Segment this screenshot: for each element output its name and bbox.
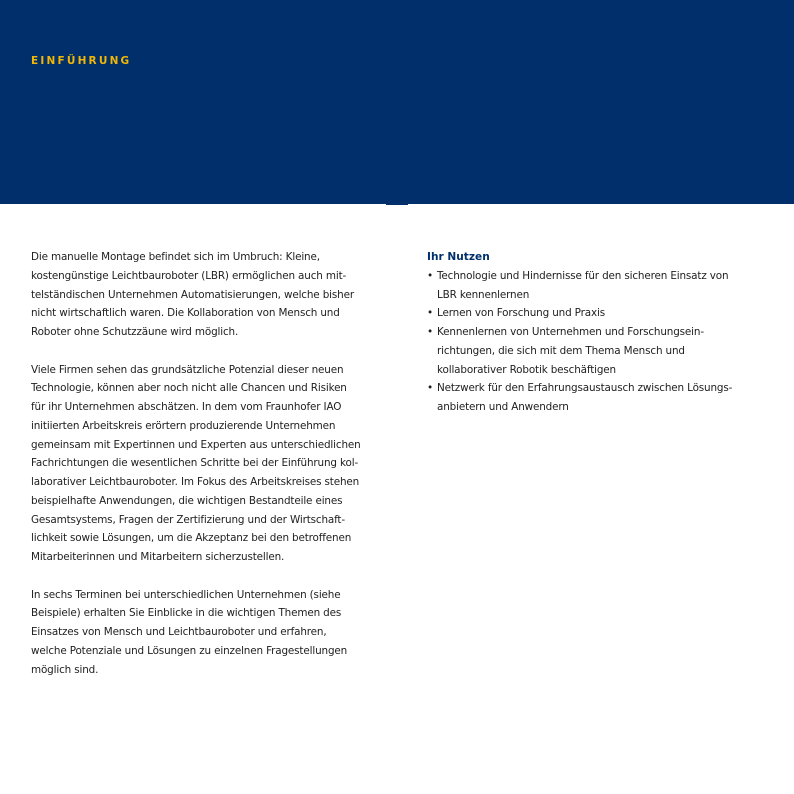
list-item	[427, 304, 767, 323]
intro-paragraph-2	[31, 361, 371, 567]
intro-paragraph-3	[31, 586, 371, 680]
text-line: lichkeit sowie Lösungen, um die Akzeptanz bei den betroffenen	[31, 532, 352, 545]
text-line: nicht wirtschaftlich waren. Die Kollaboration von Mensch und	[31, 307, 340, 320]
intro-paragraph-1	[31, 248, 371, 342]
text-line: Lernen von Forschung und Praxis	[437, 307, 605, 320]
text-line: Kennenlernen von Unternehmen und Forschungsein-	[437, 326, 704, 338]
benefits-column	[427, 248, 767, 417]
list-item	[427, 379, 767, 417]
text-line: richtungen, die sich mit dem Thema Mensch und	[437, 344, 685, 357]
text-line: welche Potenziale und Lösungen zu einzelnen Fragestellungen	[31, 644, 348, 657]
bullet-icon: •	[427, 269, 433, 282]
text-line: Mitarbeiterinnen und Mitarbeitern sicherzustellen.	[31, 551, 285, 563]
text-line: möglich sind.	[31, 663, 99, 676]
text-line: kostengünstige Leichtbauroboter (LBR) ermöglichen auch mit-	[31, 269, 347, 282]
text-line: gemeinsam mit Expertinnen und Experten aus unterschiedlichen	[31, 438, 361, 451]
bullet-icon: •	[427, 326, 433, 338]
text-line: Beispiele) erhalten Sie Einblicke in die wichtigen Themen des	[31, 607, 342, 620]
text-line: beispielhafte Anwendungen, die wichtigen Bestandteile eines	[31, 494, 343, 507]
text-line: anbietern und Anwendern	[437, 401, 569, 413]
text-line: Technologie und Hindernisse für den sicheren Einsatz von	[437, 269, 729, 282]
text-line: Gesamtsystems, Fragen der Zertifizierung und der Wirtschaft-	[31, 513, 345, 526]
benefits-heading: Ihr Nutzen	[427, 251, 490, 263]
section-title: EINFÜHRUNG	[31, 55, 132, 67]
text-line: Fachrichtungen die wesentlichen Schritte bei der Einführung kol-	[31, 457, 359, 470]
text-line: initiierten Arbeitskreis erörtern produzierende Unternehmen	[31, 419, 336, 432]
text-line: Die manuelle Montage befindet sich im Umbruch: Kleine,	[31, 251, 320, 263]
text-line: Viele Firmen sehen das grundsätzliche Potenzial dieser neuen	[31, 363, 344, 376]
text-line: LBR kennenlernen	[437, 288, 530, 301]
text-line: In sechs Terminen bei unterschiedlichen Unternehmen (siehe	[31, 588, 341, 601]
bullet-icon: •	[427, 382, 433, 395]
text-line: telständischen Unternehmen Automatisierungen, welche bisher	[31, 288, 354, 301]
banner-tab-mark	[386, 203, 408, 205]
intro-column	[31, 248, 371, 698]
text-line: kollaborativer Robotik beschäftigen	[437, 363, 616, 376]
text-line: Einsatzes von Mensch und Leichtbauroboter und erfahren,	[31, 626, 327, 638]
bullet-icon: •	[427, 307, 433, 320]
benefits-list	[427, 267, 767, 417]
text-line: für ihr Unternehmen abschätzen. In dem vom Fraunhofer IAO	[31, 401, 342, 413]
list-item	[427, 323, 767, 379]
text-line: Technologie, können aber noch nicht alle Chancen und Risiken	[31, 382, 347, 395]
list-item	[427, 267, 767, 305]
text-line: Roboter ohne Schutzzäune wird möglich.	[31, 326, 239, 338]
text-line: Netzwerk für den Erfahrungsaustausch zwischen Lösungs-	[437, 382, 733, 395]
text-line: laborativer Leichtbauroboter. Im Fokus des Arbeitskreises stehen	[31, 476, 360, 488]
header-banner	[0, 0, 794, 204]
